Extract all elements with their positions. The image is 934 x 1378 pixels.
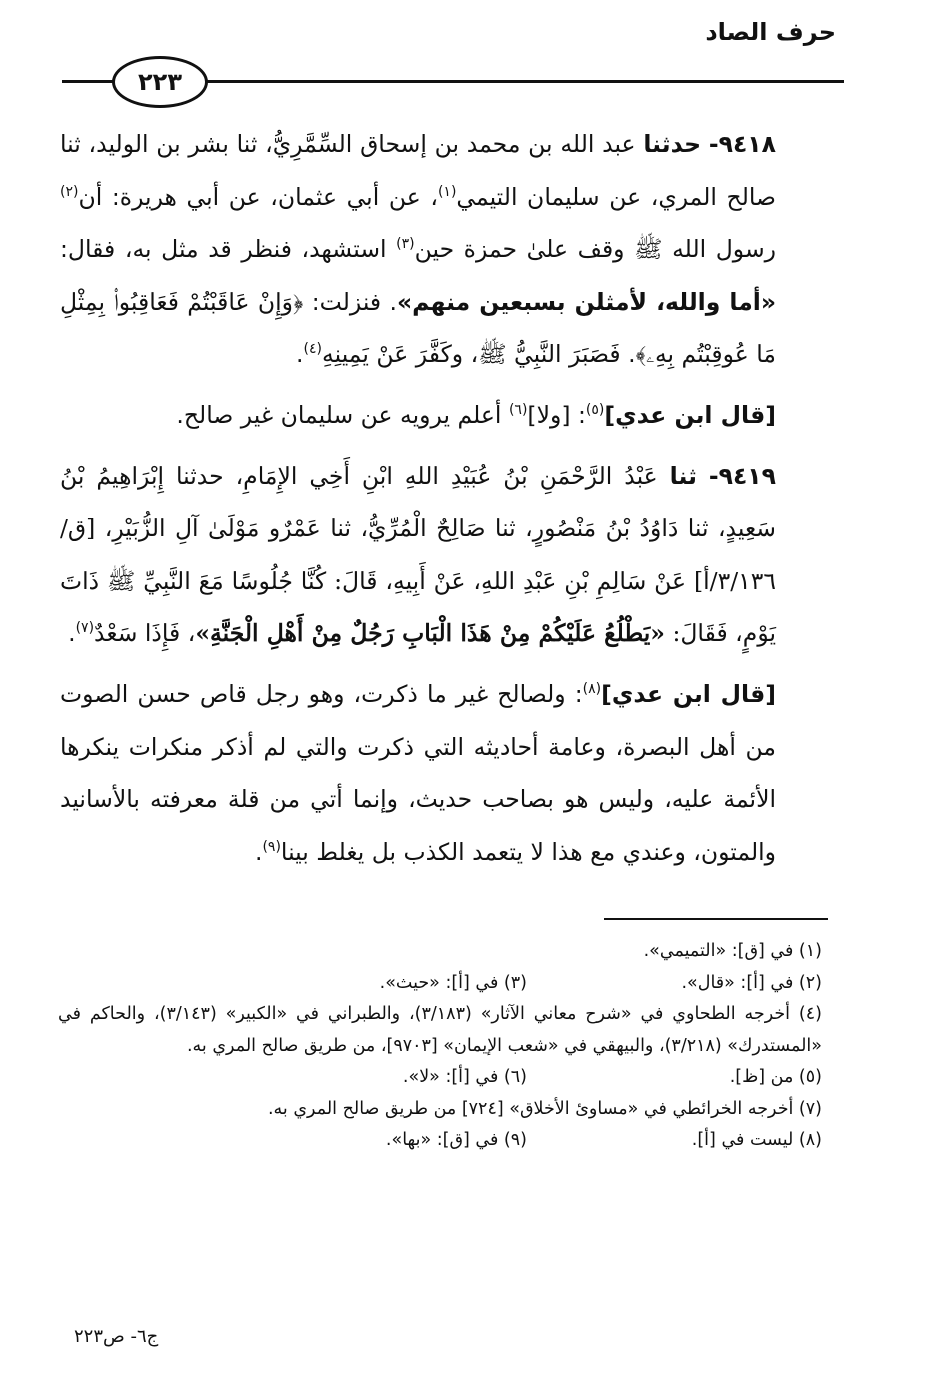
entry-text: . xyxy=(296,340,304,369)
footnote-3: (٣) في [أ]: «حيث». xyxy=(379,972,527,993)
footnote-ref: (٥) xyxy=(585,402,605,419)
comment-label: [قال ابن عدي] xyxy=(601,679,776,708)
hadith-quote: «أما والله، لأمثلن بسبعين منهم» xyxy=(396,287,776,316)
comment-label: [قال ابن عدي] xyxy=(604,400,776,429)
comment-text: أعلم يرويه عن سليمان غير صالح. xyxy=(176,400,509,429)
footnote-9: (٩) في [ق]: «بها». xyxy=(385,1130,527,1150)
entry-text: ، عن أبي عثمان، عن أبي هريرة: أن xyxy=(78,182,438,211)
footnote-ref: (٣) xyxy=(396,236,415,253)
footnote-7: (٧) أخرجه الخرائطي في «مساوئ الأخلاق» [٧٢٤] من طريق صالح المري به. xyxy=(267,1098,822,1119)
entry-9418 xyxy=(60,118,824,381)
footnote-ref: (٢) xyxy=(60,183,79,200)
entry-number: ٩٤١٨- xyxy=(708,130,776,158)
main-text xyxy=(60,118,824,886)
footnote-separator xyxy=(604,918,828,920)
comment-text: . xyxy=(254,837,263,866)
comment-ibn-adi-1 xyxy=(60,389,824,442)
entry-keyword: ثنا xyxy=(669,461,697,490)
hadith-quote: «يَطْلُعُ عَلَيْكُمْ مِنْ هَذَا الْبَابِ رَجُلٌ مِنْ أَهْلِ الْجَنَّةِ» xyxy=(195,619,665,648)
footnote-ref: (٨) xyxy=(582,681,602,698)
comment-text: : ولصالح غير ما ذكرت، وهو رجل قاص حسن الصوت من أهل البصرة، وعامة أحاديثه التي ذكرت والتي لم أذكر منكرات ينكرها الأئمة عليه، وليس هو بصاحب حديث، وإنما أتي من قلة معرفته بالأسانيد والمتون، وعندي مع هذا لا يتعمد الكذب بل يغلط بينا xyxy=(60,679,776,866)
footnote-ref: (١) xyxy=(437,183,457,200)
entry-text: استشهد، فنظر قد مثل به، فقال: xyxy=(60,235,397,264)
entry-text: . فنزلت: xyxy=(303,287,397,316)
entry-keyword: حدثنا xyxy=(643,130,702,158)
footnote-row xyxy=(58,1062,822,1094)
entry-text: رسول الله ﷺ وقف علىٰ حمزة حين xyxy=(414,235,776,264)
entry-text: عبد الله بن محمد بن إسحاق السِّمَّرِيُّ، ثنا بشر بن الوليد، ثنا صالح المري، عن سليمان التيمي xyxy=(60,130,776,211)
entry-text: . xyxy=(68,619,76,648)
footnote-ref: (٦) xyxy=(508,402,528,419)
footnote-ref: (٤) xyxy=(303,341,322,358)
quran-verse: ﴿وَإِنْ عَاقَبْتُمْ فَعَاقِبُوا۟ بِمِثْلِ مَا عُوقِبْتُم بِهِۦ﴾ xyxy=(60,287,776,369)
footnote-6: (٦) في [أ]: «لا». xyxy=(402,1067,527,1087)
page-reference: ج٦- ص٢٢٣ xyxy=(74,1326,159,1347)
page-number: ٢٢٣ xyxy=(138,68,182,96)
footnote-4: (٤) أخرجه الطحاوي في «شرح معاني الآثار» (٣/١٨٣)، والطبراني في «الكبير» (٣/١٤٣)، والحاكم في «المستدرك» (٣/٢١٨)، والبيهقي في «شعب الإيمان» [٩٧٠٣]، من طريق صالح المري به. xyxy=(58,1004,822,1056)
comment-ibn-adi-2 xyxy=(60,668,824,878)
entry-number: ٩٤١٩- xyxy=(708,461,776,490)
footnote-row xyxy=(58,1125,822,1157)
page-number-oval xyxy=(112,56,208,108)
footnote-ref: (٩) xyxy=(262,838,281,855)
footnote-2: (٢) في [أ]: «قال». xyxy=(681,972,822,993)
footnote-1: (١) في [ق]: «التميمي». xyxy=(643,941,822,961)
footnote-8: (٨) ليست في [أ]. xyxy=(691,1130,822,1150)
entry-9419 xyxy=(60,450,824,660)
entry-text: عَبْدُ الرَّحْمَنِ بْنُ عُبَيْدِ اللهِ ابْنِ أَخِي الإِمَامِ، حدثنا إِبْرَاهِيمُ بْنُ سَعِيدٍ، ثنا دَاوُدُ بْنُ مَنْصُورٍ، ثنا صَالِحٌ الْمُرِّيُّ، ثنا عَمْرٌو مَوْلَىٰ آلِ الزُّبَيْرِ، [ق/٣/١٣٦/أ] عَنْ سَالِمِ بْنِ عَبْدِ اللهِ، عَنْ أَبِيهِ، قَالَ: كُنَّا جُلُوسًا مَعَ النَّبِيِّ ﷺ ذَاتَ يَوْمٍ، فَقَالَ: xyxy=(60,461,776,648)
running-title: حرف الصاد xyxy=(705,18,836,46)
footnote-ref: (٧) xyxy=(75,620,95,637)
footnotes xyxy=(58,936,822,1157)
entry-text: ، فَإِذَا سَعْدٌ xyxy=(94,619,196,648)
footnote-5: (٥) من [ظ]. xyxy=(729,1067,822,1087)
footnote-row xyxy=(58,968,822,1000)
entry-text: . فَصَبَرَ النَّبِيُّ ﷺ، وكَفَّرَ عَنْ يَمِينِهِ xyxy=(322,340,636,369)
comment-text: : [ولا] xyxy=(527,400,586,429)
